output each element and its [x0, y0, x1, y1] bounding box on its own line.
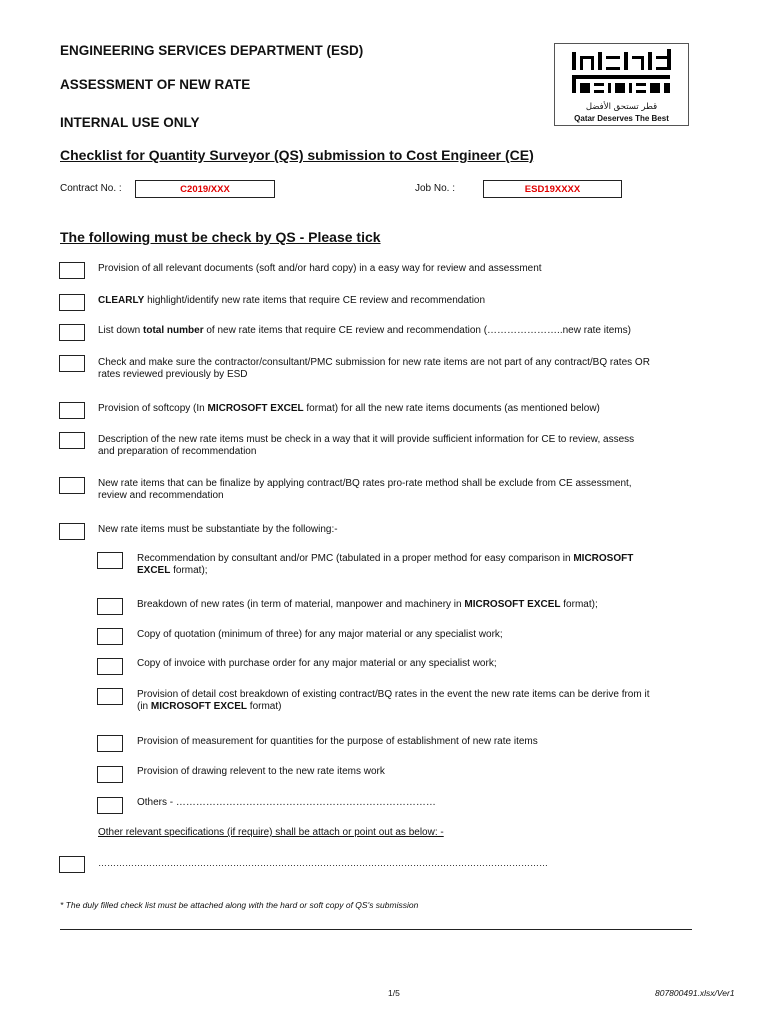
checklist-item-1: Provision of all relevant documents (soft and/or hard copy) in a easy way for review and assessment — [98, 263, 542, 274]
page-number: 1/5 — [388, 988, 400, 998]
internal-use-label: INTERNAL USE ONLY — [60, 115, 200, 130]
checklist-subitem-6: Provision of measurement for quantities for the purpose of establishment of new rate items — [137, 736, 538, 747]
checklist-item-4: Check and make sure the contractor/consultant/PMC submission for new rate items are not part of any contract/BQ rates OR rates reviewed previously by ESD — [98, 357, 650, 380]
checklist-item-3: List down total number of new rate items that require CE review and recommendation (…………………..new rate items) — [98, 325, 631, 336]
checkbox-subitem-1[interactable] — [97, 552, 123, 569]
checkbox-item-3[interactable] — [59, 324, 85, 341]
checklist-item-5: Provision of softcopy (In MICROSOFT EXCEL format) for all the new rate items documents (as mentioned below) — [98, 403, 600, 414]
checkbox-item-7[interactable] — [59, 477, 85, 494]
department-title: ENGINEERING SERVICES DEPARTMENT (ESD) — [60, 43, 364, 58]
other-specifications-label: Other relevant specifications (if require) shall be attach or point out as below: - — [98, 827, 444, 838]
divider — [60, 929, 692, 930]
assessment-title: ASSESSMENT OF NEW RATE — [60, 77, 251, 92]
checklist-item-8: New rate items must be substantiate by the following:- — [98, 524, 338, 535]
checklist-item-6: Description of the new rate items must be check in a way that it will provide sufficient information for CE to review, assess and preparation of recommendation — [98, 434, 635, 457]
checkbox-subitem-8[interactable] — [97, 797, 123, 814]
job-number-label: Job No. : — [415, 183, 456, 194]
checkbox-subitem-4[interactable] — [97, 658, 123, 675]
contract-number-label: Contract No. : — [60, 183, 122, 194]
checkbox-subitem-5[interactable] — [97, 688, 123, 705]
checkbox-item-5[interactable] — [59, 402, 85, 419]
contract-number-field[interactable] — [135, 180, 275, 198]
checkbox-item-8[interactable] — [59, 523, 85, 540]
checkbox-subitem-3[interactable] — [97, 628, 123, 645]
checklist-subitem-8: Others - …………………………………………………………………… — [137, 797, 436, 808]
checklist-subitem-2: Breakdown of new rates (in term of material, manpower and machinery in MICROSOFT EXCEL format); — [137, 599, 598, 610]
file-reference: 807800491.xlsx/Ver1 — [655, 988, 735, 998]
checkbox-other-specs[interactable] — [59, 856, 85, 873]
checklist-subitem-3: Copy of quotation (minimum of three) for any major material or any specialist work; — [137, 629, 503, 640]
checklist-item-2: CLEARLY highlight/identify new rate items that require CE review and recommendation — [98, 295, 486, 306]
checkbox-item-1[interactable] — [59, 262, 85, 279]
ashghal-logo-mark-icon — [555, 44, 690, 102]
checkbox-subitem-6[interactable] — [97, 735, 123, 752]
checkbox-subitem-2[interactable] — [97, 598, 123, 615]
ashghal-logo — [554, 43, 689, 126]
submission-note: * The duly filled check list must be attached along with the hard or soft copy of QS's submission — [60, 900, 419, 910]
checklist-title: Checklist for Quantity Surveyor (QS) submission to Cost Engineer (CE) — [60, 147, 534, 163]
checklist-subitem-5: Provision of detail cost breakdown of existing contract/BQ rates in the event the new rate items can be derive from it (in MICROSOFT EXCEL format) — [137, 689, 650, 712]
other-specs-dotted-line[interactable]: …………………………………………………………………………………………………………………………………… — [98, 858, 548, 868]
logo-english-tagline: Qatar Deserves The Best — [574, 114, 669, 123]
checkbox-item-6[interactable] — [59, 432, 85, 449]
checkbox-item-2[interactable] — [59, 294, 85, 311]
instruction-heading: The following must be check by QS - Please tick — [60, 229, 381, 245]
logo-arabic-tagline: قطر تستحق الأفضل — [585, 102, 658, 112]
job-number-value: ESD19XXXX — [524, 183, 581, 195]
checklist-subitem-4: Copy of invoice with purchase order for any major material or any specialist work; — [137, 658, 497, 669]
job-number-field[interactable] — [483, 180, 622, 198]
checklist-item-7: New rate items that can be finalize by applying contract/BQ rates pro-rate method shall be exclude from CE assessment, review and recommendation — [98, 478, 632, 501]
checkbox-item-4[interactable] — [59, 355, 85, 372]
checklist-subitem-7: Provision of drawing relevent to the new rate items work — [137, 766, 385, 777]
checkbox-subitem-7[interactable] — [97, 766, 123, 783]
checklist-subitem-1: Recommendation by consultant and/or PMC (tabulated in a proper method for easy comparison in MICROSOFT EXCEL format); — [137, 553, 634, 576]
contract-number-value: C2019/XXX — [180, 183, 230, 195]
